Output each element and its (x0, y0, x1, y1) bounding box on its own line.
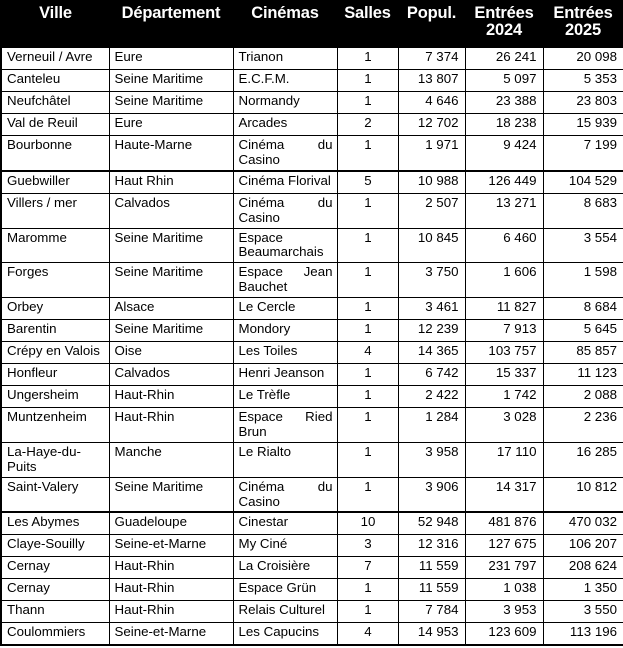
cell-entrees-2025: 23 803 (543, 92, 623, 114)
cell-entrees-2024: 3 028 (465, 408, 543, 443)
cell-population: 13 807 (398, 70, 465, 92)
cell-entrees-2024: 127 675 (465, 535, 543, 557)
cell-cinema: E.C.F.M. (233, 70, 337, 92)
cell-entrees-2024: 13 271 (465, 193, 543, 228)
cell-ville: Thann (1, 601, 109, 623)
table-row[interactable] (1, 364, 623, 386)
table-row[interactable] (1, 298, 623, 320)
cell-cinema: La Croisière (233, 557, 337, 579)
cell-cinema: Cinéma du Casino (233, 477, 337, 512)
cell-entrees-2024: 1 742 (465, 386, 543, 408)
cell-ville: Crépy en Valois (1, 342, 109, 364)
cell-departement: Seine-et-Marne (109, 535, 233, 557)
cell-population: 7 784 (398, 601, 465, 623)
cell-cinema: Les Capucins (233, 623, 337, 646)
cell-salles: 1 (337, 601, 398, 623)
cell-salles: 1 (337, 263, 398, 298)
cell-ville: Barentin (1, 320, 109, 342)
table-body (1, 47, 623, 645)
cell-ville: Villers / mer (1, 193, 109, 228)
table-row[interactable] (1, 47, 623, 70)
cell-ville: Cernay (1, 557, 109, 579)
cell-entrees-2025: 10 812 (543, 477, 623, 512)
table-row[interactable] (1, 70, 623, 92)
cell-entrees-2024: 123 609 (465, 623, 543, 646)
cell-entrees-2025: 2 088 (543, 386, 623, 408)
cell-entrees-2025: 113 196 (543, 623, 623, 646)
cell-population: 6 742 (398, 364, 465, 386)
cell-entrees-2025: 20 098 (543, 47, 623, 70)
cell-departement: Haut-Rhin (109, 579, 233, 601)
cell-ville: Orbey (1, 298, 109, 320)
cell-salles: 5 (337, 171, 398, 194)
column-header-departement: Département (109, 0, 233, 47)
cell-salles: 1 (337, 298, 398, 320)
cell-salles: 1 (337, 92, 398, 114)
cell-ville: Honfleur (1, 364, 109, 386)
cell-population: 3 750 (398, 263, 465, 298)
cell-departement: Seine-et-Marne (109, 623, 233, 646)
cell-cinema: Le Cercle (233, 298, 337, 320)
cell-departement: Eure (109, 47, 233, 70)
cell-cinema: Espace Grün (233, 579, 337, 601)
column-header-salles: Salles (337, 0, 398, 47)
cell-ville: Verneuil / Avre (1, 47, 109, 70)
cell-ville: Maromme (1, 228, 109, 263)
cell-entrees-2024: 6 460 (465, 228, 543, 263)
cell-cinema: Les Toiles (233, 342, 337, 364)
cell-salles: 2 (337, 114, 398, 136)
cell-salles: 4 (337, 623, 398, 646)
cell-ville: Les Abymes (1, 512, 109, 535)
table-header (1, 0, 623, 47)
cell-departement: Calvados (109, 193, 233, 228)
cell-entrees-2024: 17 110 (465, 442, 543, 477)
cell-population: 2 422 (398, 386, 465, 408)
cell-cinema: Normandy (233, 92, 337, 114)
cell-departement: Haut-Rhin (109, 386, 233, 408)
cell-salles: 3 (337, 535, 398, 557)
cell-entrees-2025: 11 123 (543, 364, 623, 386)
cell-entrees-2025: 1 598 (543, 263, 623, 298)
header-entrees-2024-line1: Entrées (474, 4, 534, 22)
cell-entrees-2024: 15 337 (465, 364, 543, 386)
table-row[interactable] (1, 228, 623, 263)
cell-entrees-2025: 5 353 (543, 70, 623, 92)
cell-salles: 1 (337, 47, 398, 70)
cell-departement: Seine Maritime (109, 320, 233, 342)
table-row[interactable] (1, 136, 623, 171)
cell-entrees-2025: 106 207 (543, 535, 623, 557)
cell-salles: 7 (337, 557, 398, 579)
cell-population: 7 374 (398, 47, 465, 70)
cell-entrees-2024: 3 953 (465, 601, 543, 623)
cell-departement: Seine Maritime (109, 70, 233, 92)
cell-ville: Ungersheim (1, 386, 109, 408)
cell-population: 12 702 (398, 114, 465, 136)
cell-entrees-2025: 15 939 (543, 114, 623, 136)
cell-population: 52 948 (398, 512, 465, 535)
cell-population: 12 239 (398, 320, 465, 342)
cell-departement: Seine Maritime (109, 263, 233, 298)
cell-ville: Neufchâtel (1, 92, 109, 114)
cell-entrees-2024: 18 238 (465, 114, 543, 136)
cell-departement: Seine Maritime (109, 228, 233, 263)
cell-entrees-2025: 7 199 (543, 136, 623, 171)
cell-population: 4 646 (398, 92, 465, 114)
cell-salles: 1 (337, 228, 398, 263)
cell-ville: Saint-Valery (1, 477, 109, 512)
cell-entrees-2024: 26 241 (465, 47, 543, 70)
table-row[interactable] (1, 342, 623, 364)
cell-departement: Alsace (109, 298, 233, 320)
cell-population: 1 284 (398, 408, 465, 443)
cell-population: 11 559 (398, 557, 465, 579)
cell-cinema: Henri Jeanson (233, 364, 337, 386)
cell-salles: 4 (337, 342, 398, 364)
cell-ville: Cernay (1, 579, 109, 601)
cell-cinema: Le Rialto (233, 442, 337, 477)
cell-cinema: Cinéma Florival (233, 171, 337, 194)
header-row (1, 0, 623, 47)
cell-departement: Haut Rhin (109, 171, 233, 194)
cell-population: 14 365 (398, 342, 465, 364)
cell-salles: 1 (337, 70, 398, 92)
cell-population: 3 906 (398, 477, 465, 512)
cell-population: 14 953 (398, 623, 465, 646)
cell-salles: 1 (337, 136, 398, 171)
header-entrees-2024-line2: 2024 (486, 21, 522, 40)
column-header-entrees-2024 (465, 0, 543, 47)
cell-entrees-2024: 23 388 (465, 92, 543, 114)
table-row[interactable] (1, 114, 623, 136)
cell-entrees-2025: 85 857 (543, 342, 623, 364)
column-header-entrees-2025 (543, 0, 623, 47)
cell-departement: Seine Maritime (109, 477, 233, 512)
cell-entrees-2024: 481 876 (465, 512, 543, 535)
cell-departement: Manche (109, 442, 233, 477)
column-header-population: Popul. (398, 0, 465, 47)
cell-ville: Muntzenheim (1, 408, 109, 443)
cell-ville: Guebwiller (1, 171, 109, 194)
table-row[interactable] (1, 579, 623, 601)
cell-entrees-2025: 208 624 (543, 557, 623, 579)
cell-salles: 1 (337, 579, 398, 601)
cell-population: 11 559 (398, 579, 465, 601)
table-row[interactable] (1, 92, 623, 114)
table-row[interactable] (1, 623, 623, 646)
cell-entrees-2024: 1 606 (465, 263, 543, 298)
cell-entrees-2024: 1 038 (465, 579, 543, 601)
cell-salles: 1 (337, 408, 398, 443)
table-row[interactable] (1, 193, 623, 228)
cell-cinema: Cinéma du Casino (233, 136, 337, 171)
table-row[interactable] (1, 477, 623, 512)
cell-departement: Haut-Rhin (109, 601, 233, 623)
cell-entrees-2025: 8 684 (543, 298, 623, 320)
cell-cinema: Trianon (233, 47, 337, 70)
cell-entrees-2024: 9 424 (465, 136, 543, 171)
cell-cinema: Cinestar (233, 512, 337, 535)
cell-salles: 1 (337, 442, 398, 477)
cell-departement: Haut-Rhin (109, 408, 233, 443)
table-row[interactable] (1, 320, 623, 342)
header-entrees-2025-line1: Entrées (553, 4, 613, 22)
table-row[interactable] (1, 557, 623, 579)
cell-ville: Canteleu (1, 70, 109, 92)
cell-entrees-2025: 1 350 (543, 579, 623, 601)
cell-departement: Haut-Rhin (109, 557, 233, 579)
cell-salles: 1 (337, 477, 398, 512)
cell-salles: 1 (337, 193, 398, 228)
table-row[interactable] (1, 601, 623, 623)
cell-entrees-2024: 126 449 (465, 171, 543, 194)
cell-departement: Eure (109, 114, 233, 136)
cell-entrees-2025: 2 236 (543, 408, 623, 443)
cell-ville: Coulommiers (1, 623, 109, 646)
cell-entrees-2024: 5 097 (465, 70, 543, 92)
cell-entrees-2024: 231 797 (465, 557, 543, 579)
cell-cinema: Le Trèfle (233, 386, 337, 408)
cell-entrees-2025: 8 683 (543, 193, 623, 228)
cell-ville: Forges (1, 263, 109, 298)
cell-ville: Val de Reuil (1, 114, 109, 136)
cell-entrees-2025: 3 550 (543, 601, 623, 623)
cell-salles: 1 (337, 320, 398, 342)
cell-entrees-2025: 104 529 (543, 171, 623, 194)
table-row[interactable] (1, 386, 623, 408)
cell-ville: Bourbonne (1, 136, 109, 171)
cell-entrees-2024: 103 757 (465, 342, 543, 364)
cell-population: 3 461 (398, 298, 465, 320)
cell-departement: Seine Maritime (109, 92, 233, 114)
cell-salles: 1 (337, 386, 398, 408)
column-header-cinemas: Cinémas (233, 0, 337, 47)
table-row[interactable] (1, 263, 623, 298)
cell-entrees-2024: 14 317 (465, 477, 543, 512)
cell-departement: Guadeloupe (109, 512, 233, 535)
cell-departement: Calvados (109, 364, 233, 386)
cell-entrees-2024: 11 827 (465, 298, 543, 320)
cell-population: 1 971 (398, 136, 465, 171)
cell-salles: 1 (337, 364, 398, 386)
cell-ville: Claye-Souilly (1, 535, 109, 557)
cell-population: 10 988 (398, 171, 465, 194)
cell-cinema: Relais Culturel (233, 601, 337, 623)
cell-entrees-2025: 470 032 (543, 512, 623, 535)
header-entrees-2025-line2: 2025 (565, 21, 601, 40)
column-header-ville: Ville (1, 0, 109, 47)
cell-cinema: Espace Beaumarchais (233, 228, 337, 263)
cell-population: 2 507 (398, 193, 465, 228)
cell-entrees-2025: 5 645 (543, 320, 623, 342)
cell-population: 10 845 (398, 228, 465, 263)
cell-salles: 10 (337, 512, 398, 535)
cell-population: 3 958 (398, 442, 465, 477)
cell-cinema: Espace Jean Bauchet (233, 263, 337, 298)
table-row[interactable] (1, 408, 623, 443)
cell-entrees-2025: 3 554 (543, 228, 623, 263)
table-row[interactable] (1, 171, 623, 194)
cell-ville: La-Haye-du-Puits (1, 442, 109, 477)
table-row[interactable] (1, 442, 623, 477)
table-row[interactable] (1, 512, 623, 535)
cell-cinema: Arcades (233, 114, 337, 136)
cell-entrees-2025: 16 285 (543, 442, 623, 477)
cell-cinema: My Ciné (233, 535, 337, 557)
table-row[interactable] (1, 535, 623, 557)
cell-entrees-2024: 7 913 (465, 320, 543, 342)
cell-departement: Oise (109, 342, 233, 364)
cell-population: 12 316 (398, 535, 465, 557)
cell-cinema: Espace Ried Brun (233, 408, 337, 443)
cell-cinema: Mondory (233, 320, 337, 342)
cell-departement: Haute-Marne (109, 136, 233, 171)
cell-cinema: Cinéma du Casino (233, 193, 337, 228)
